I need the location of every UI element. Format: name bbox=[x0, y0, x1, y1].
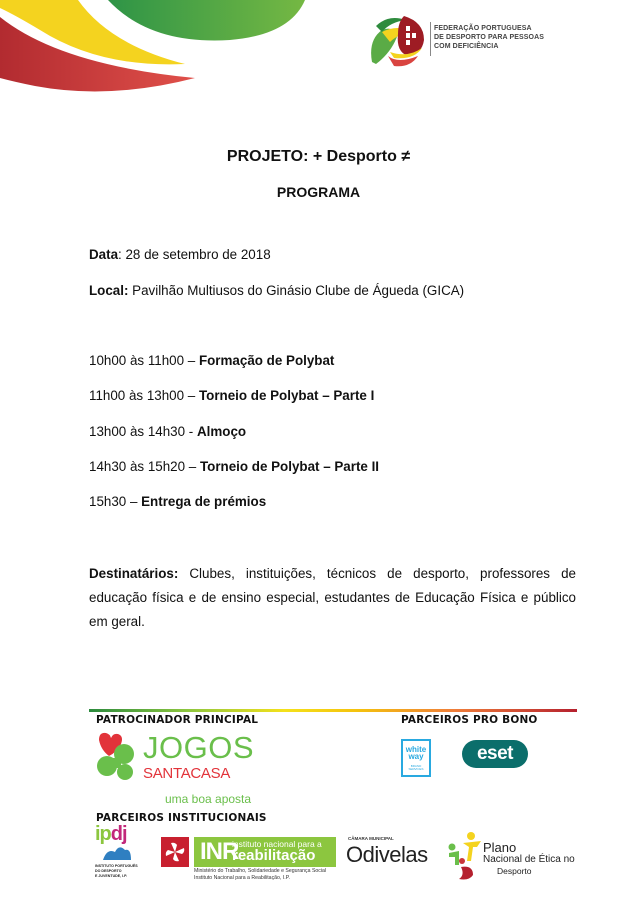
fpdd-name bbox=[434, 24, 544, 51]
odivelas-caption: CÂMARA MUNICIPAL bbox=[348, 836, 394, 841]
whiteway-small: BRAND SERVICES bbox=[408, 764, 424, 771]
audience-label: Destinatários: bbox=[89, 566, 179, 581]
date-line bbox=[89, 247, 271, 262]
date-label: Data bbox=[89, 247, 119, 262]
schedule-time: 10h00 às 11h00 – bbox=[89, 353, 199, 368]
audience-text: Clubes, instituições, técnicos de desporto, professores de educação física e de ensino especial, estudantes de Educação Física e público em geral. bbox=[89, 566, 576, 629]
footer-gradient-divider bbox=[89, 709, 577, 712]
schedule-item bbox=[89, 494, 266, 509]
ipdj-caption bbox=[95, 864, 138, 879]
project-title: PROJETO: + Desporto ≠ bbox=[226, 148, 411, 165]
schedule-activity: Torneio de Polybat – Parte I bbox=[198, 388, 375, 403]
date-value: : 28 de setembro de 2018 bbox=[118, 247, 271, 262]
odivelas-logo bbox=[346, 836, 436, 872]
jogos-santacasa-logo bbox=[95, 728, 265, 810]
audience-paragraph bbox=[89, 562, 576, 634]
fpdd-logo bbox=[368, 12, 548, 68]
logo-separator bbox=[430, 22, 431, 56]
schedule-time: 11h00 às 13h00 – bbox=[89, 388, 199, 403]
republic-emblem-icon bbox=[161, 837, 189, 867]
schedule-time: 13h00 às 14h30 - bbox=[89, 424, 197, 439]
jogos-tagline: uma boa aposta bbox=[165, 792, 252, 806]
santacasa-word: SANTACASA bbox=[143, 765, 231, 782]
schedule-item bbox=[89, 353, 334, 368]
clover-heart-icon bbox=[95, 730, 139, 784]
whiteway-line2: way bbox=[408, 752, 424, 761]
pned-logo bbox=[447, 831, 577, 883]
local-label: Local: bbox=[89, 283, 129, 298]
main-sponsor-heading: PATROCINADOR PRINCIPAL bbox=[96, 714, 259, 726]
header-swoosh-decoration bbox=[0, 0, 320, 100]
pned-line1: Plano bbox=[483, 840, 517, 855]
schedule-time: 15h30 – bbox=[89, 494, 142, 509]
pned-line3: Desporto bbox=[497, 866, 532, 876]
inr-line2: reabilitação bbox=[232, 847, 316, 864]
whiteway-line1: white bbox=[405, 745, 427, 754]
ipdj-logo bbox=[95, 824, 139, 886]
schedule-item bbox=[89, 424, 246, 439]
fpdd-line-1: FEDERAÇÃO PORTUGUESA bbox=[434, 25, 532, 32]
schedule-item bbox=[89, 459, 379, 474]
schedule-activity: Almoço bbox=[196, 424, 247, 439]
fpdd-line-2: DE DESPORTO PARA PESSOAS bbox=[434, 34, 545, 41]
ipdj-splash-icon bbox=[101, 844, 133, 862]
fpdd-emblem-icon bbox=[368, 12, 428, 68]
ipdj-caption-1: INSTITUTO PORTUGUÊS bbox=[95, 864, 138, 868]
inr-caption-1: Ministério do Trabalho, Solidariedade e Segurança Social bbox=[194, 868, 327, 874]
inr-line1: instituto nacional para a bbox=[232, 839, 322, 849]
inr-acronym: INR bbox=[200, 838, 239, 865]
white-way-logo bbox=[401, 739, 431, 777]
schedule-item bbox=[89, 388, 374, 403]
ipdj-caption-3: E JUVENTUDE, I.P. bbox=[95, 874, 128, 878]
program-subtitle: PROGRAMA bbox=[276, 184, 361, 200]
inr-caption bbox=[194, 868, 326, 881]
pned-figures-icon bbox=[447, 831, 483, 881]
odivelas-name: Odivelas bbox=[346, 842, 428, 867]
pned-line2: Nacional de Ética no bbox=[483, 854, 575, 865]
inr-logo bbox=[194, 837, 336, 867]
ipdj-word: ipdj bbox=[95, 823, 127, 845]
eset-logo: eset bbox=[462, 740, 528, 768]
schedule-activity: Torneio de Polybat – Parte II bbox=[199, 459, 380, 474]
local-line bbox=[89, 283, 464, 298]
local-value: Pavilhão Multiusos do Ginásio Clube de Águeda (GICA) bbox=[128, 283, 465, 298]
fpdd-line-3: COM DEFICIÊNCIA bbox=[434, 43, 499, 50]
schedule-activity: Formação de Polybat bbox=[198, 353, 335, 368]
jogos-word: JOGOS bbox=[143, 730, 255, 765]
schedule-activity: Entrega de prémios bbox=[141, 494, 267, 509]
institutional-partners-heading: PARCEIROS INSTITUCIONAIS bbox=[96, 812, 267, 824]
ipdj-caption-2: DO DESPORTO bbox=[95, 869, 122, 873]
inr-caption-2: Instituto Nacional para a Reabilitação, I.P. bbox=[194, 874, 290, 881]
schedule-time: 14h30 às 15h20 – bbox=[89, 459, 200, 474]
pro-bono-heading: PARCEIROS PRO BONO bbox=[401, 714, 538, 726]
